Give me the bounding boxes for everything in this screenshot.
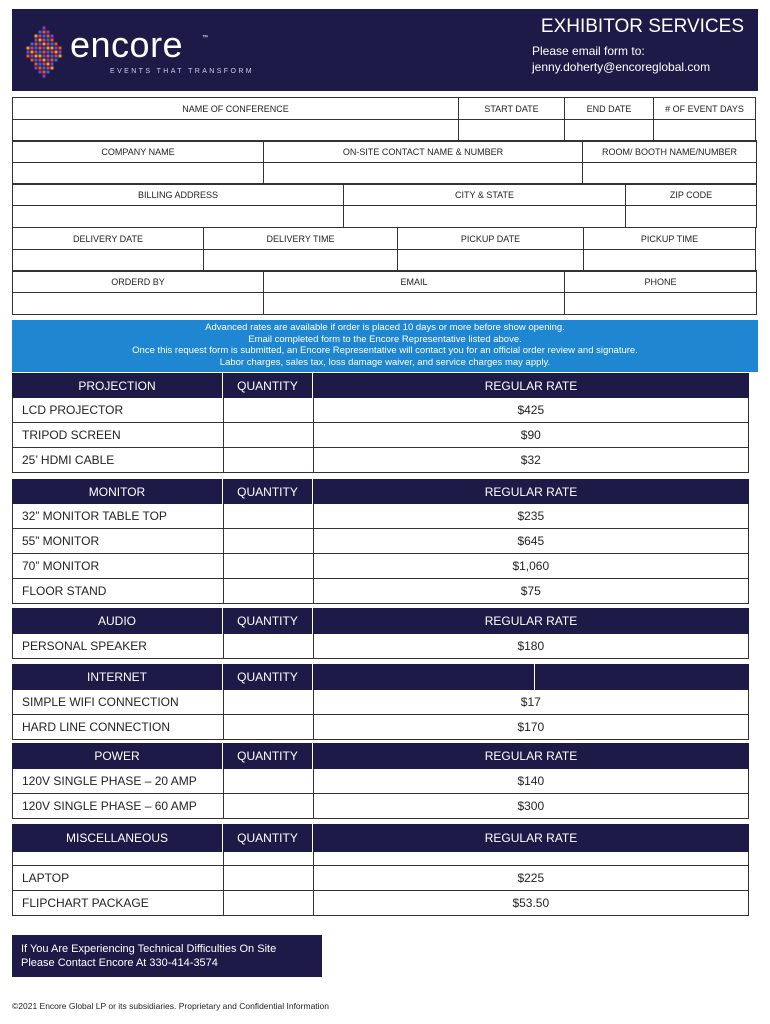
logo-tile: [55, 51, 58, 54]
support-line: If You Are Experiencing Technical Difficulties On Site: [21, 943, 277, 955]
copyright-notice: ©2021 Encore Global LP or its subsidiaries. Proprietary and Confidential Information: [12, 1001, 329, 1011]
quantity-input[interactable]: [224, 579, 314, 604]
item-name: PERSONAL SPEAKER: [13, 634, 224, 659]
header-divider: [313, 664, 535, 690]
header-banner: [12, 9, 758, 91]
table-row: [12, 554, 749, 579]
logo-tile: [31, 51, 34, 54]
trademark: ™: [202, 35, 208, 41]
logo-tile: [39, 35, 42, 38]
item-rate: $17: [314, 690, 749, 715]
onsite-contact-field[interactable]: [263, 162, 583, 185]
rate-header: REGULAR RATE: [484, 749, 578, 763]
logo-tile: [51, 51, 54, 54]
quantity-input[interactable]: [224, 891, 314, 916]
contact-email-link[interactable]: jenny.doherty@encoreglobal.com: [532, 60, 711, 74]
delivery-time-field[interactable]: [203, 249, 398, 272]
item-name: 32” MONITOR TABLE TOP: [13, 504, 224, 529]
logo-tile: [35, 63, 38, 66]
label-ordered-by: ORDERD BY: [12, 270, 264, 293]
spacer-cell: [224, 852, 314, 866]
quantity-header: QUANTITY: [223, 664, 313, 690]
audio-table: [12, 608, 749, 659]
item-name: TRIPOD SCREEN: [13, 423, 224, 448]
logo-tile: [43, 55, 46, 58]
quantity-input[interactable]: [224, 504, 314, 529]
spacer-row: [12, 852, 749, 866]
logo-tile: [59, 47, 62, 50]
logo-tile: [51, 39, 54, 42]
rate-header: REGULAR RATE: [484, 484, 578, 499]
logo-tile: [51, 43, 54, 46]
rate-header: [313, 664, 749, 690]
monitor-header: MONITOR: [12, 479, 223, 504]
label-phone: PHONE: [564, 270, 757, 293]
quantity-header: QUANTITY: [223, 743, 313, 769]
city-state-field[interactable]: [343, 205, 626, 228]
brand-name: encore: [70, 24, 184, 65]
label-conference-name: NAME OF CONFERENCE: [12, 97, 459, 120]
logo-tile: [43, 75, 46, 78]
event-days-field[interactable]: [653, 119, 756, 142]
logo-tile: [35, 47, 38, 50]
logo-tile: [27, 55, 30, 58]
logo-tile: [43, 51, 46, 54]
logo-tile: [43, 39, 46, 42]
item-name: SIMPLE WIFI CONNECTION: [13, 690, 224, 715]
billing-info-section: [12, 183, 758, 227]
quantity-input[interactable]: [224, 866, 314, 891]
item-rate: $53.50: [314, 891, 749, 916]
item-name: FLOOR STAND: [13, 579, 224, 604]
rate-header: REGULAR RATE: [484, 378, 578, 393]
table-row: [12, 448, 749, 473]
logo-tile: [43, 31, 46, 34]
quantity-input[interactable]: [224, 423, 314, 448]
label-event-days: # OF EVENT DAYS: [653, 97, 756, 120]
table-row: [12, 423, 749, 448]
table-row: [12, 398, 749, 423]
table-row: [12, 769, 749, 794]
logo-tile: [43, 27, 46, 30]
label-billing-address: BILLING ADDRESS: [12, 183, 344, 206]
logo-tile: [47, 55, 50, 58]
logo-tile: [47, 31, 50, 34]
company-name-field[interactable]: [12, 162, 264, 185]
label-city-state: CITY & STATE: [343, 183, 626, 206]
label-zip-code: ZIP CODE: [625, 183, 757, 206]
quantity-header: QUANTITY: [223, 479, 313, 504]
logo-tile: [43, 63, 46, 66]
table-row: [12, 504, 749, 529]
logo-tile: [31, 55, 34, 58]
item-name: 25’ HDMI CABLE: [13, 448, 224, 473]
brand-tagline: EVENTS THAT TRANSFORM: [110, 68, 255, 75]
ordered-by-field[interactable]: [12, 292, 264, 315]
item-rate: $225: [314, 866, 749, 891]
item-name: 120V SINGLE PHASE – 20 AMP: [13, 769, 224, 794]
rate-header: REGULAR RATE: [484, 614, 578, 628]
logo-tile: [47, 39, 50, 42]
label-room-booth: ROOM/ BOOTH NAME/NUMBER: [582, 140, 757, 163]
room-booth-field[interactable]: [582, 162, 757, 185]
delivery-info-section: [12, 227, 758, 271]
notice-line: Labor charges, sales tax, loss damage waiver, and service charges may apply.: [219, 356, 551, 368]
label-delivery-time: DELIVERY TIME: [203, 227, 398, 250]
logo-tile: [39, 39, 42, 42]
table-row: [12, 891, 749, 916]
item-name: 55” MONITOR: [13, 529, 224, 554]
logo-tile: [27, 51, 30, 54]
technical-support-box: [12, 935, 322, 977]
label-email: EMAIL: [263, 270, 565, 293]
logo-tile: [39, 67, 42, 70]
logo-tile: [43, 67, 46, 70]
power-table: [12, 743, 749, 819]
logo-tile: [35, 59, 38, 62]
quantity-input[interactable]: [224, 398, 314, 423]
quantity-input[interactable]: [224, 690, 314, 715]
logo-tile: [43, 43, 46, 46]
quantity-input[interactable]: [224, 634, 314, 659]
projection-table: [12, 373, 749, 473]
email-field[interactable]: [263, 292, 565, 315]
logo-tile: [59, 55, 62, 58]
item-rate: $645: [314, 529, 749, 554]
company-info-section: [12, 140, 758, 184]
table-row: [12, 579, 749, 604]
logo-tile: [47, 63, 50, 66]
internet-table: [12, 664, 749, 740]
logo-tile: [43, 35, 46, 38]
internet-header: INTERNET: [12, 664, 223, 690]
logo-tile: [47, 35, 50, 38]
logo-tile: [27, 47, 30, 50]
pickup-time-field[interactable]: [583, 249, 756, 272]
logo-tile: [43, 47, 46, 50]
logo-tile: [47, 71, 50, 74]
item-name: 70” MONITOR: [13, 554, 224, 579]
logo-tile: [43, 71, 46, 74]
item-rate: $32: [314, 448, 749, 473]
table-row: [12, 866, 749, 891]
pickup-date-field[interactable]: [397, 249, 584, 272]
logo-tile: [51, 59, 54, 62]
zip-code-field[interactable]: [625, 205, 757, 228]
table-row: [12, 794, 749, 819]
quantity-input[interactable]: [224, 715, 314, 740]
logo-tile: [39, 63, 42, 66]
logo-tile: [47, 51, 50, 54]
rate-header: REGULAR RATE: [484, 831, 578, 845]
table-row: [12, 634, 749, 659]
notice-line: Advanced rates are available if order is placed 10 days or more before show opening.: [205, 322, 565, 333]
item-rate: $140: [314, 769, 749, 794]
item-name: 120V SINGLE PHASE – 60 AMP: [13, 794, 224, 819]
logo-tile: [31, 47, 34, 50]
logo-tile: [51, 67, 54, 70]
quantity-input[interactable]: [224, 794, 314, 819]
label-company-name: COMPANY NAME: [12, 140, 264, 163]
item-name: FLIPCHART PACKAGE: [13, 891, 224, 916]
logo-tile: [55, 47, 58, 50]
logo-tile: [35, 51, 38, 54]
logo-tile: [47, 43, 50, 46]
projection-header: PROJECTION: [12, 373, 223, 398]
logo-tile: [55, 43, 58, 46]
label-delivery-date: DELIVERY DATE: [12, 227, 204, 250]
quantity-header: QUANTITY: [223, 608, 313, 634]
label-onsite-contact: ON-SITE CONTACT NAME & NUMBER: [263, 140, 583, 163]
logo-tile: [47, 47, 50, 50]
phone-field[interactable]: [564, 292, 757, 315]
item-rate: $75: [314, 579, 749, 604]
logo-tile: [43, 59, 46, 62]
logo-tile: [51, 35, 54, 38]
label-pickup-time: PICKUP TIME: [583, 227, 756, 250]
logo-tile: [39, 55, 42, 58]
power-header: POWER: [12, 743, 223, 769]
logo-tile: [47, 67, 50, 70]
quantity-header: QUANTITY: [223, 824, 313, 852]
logo-tile: [51, 47, 54, 50]
logo-tile: [51, 55, 54, 58]
table-row: [12, 690, 749, 715]
notice-line: Once this request form is submitted, an Encore Representative will contact you for an official order review and signature.: [132, 345, 638, 356]
billing-address-field[interactable]: [12, 205, 344, 228]
quantity-input[interactable]: [224, 769, 314, 794]
miscellaneous-header: MISCELLANEOUS: [12, 824, 223, 852]
conference-name-field[interactable]: [12, 119, 459, 142]
logo-tile: [39, 43, 42, 46]
support-phone: Please Contact Encore At 330-414-3574: [21, 957, 218, 969]
logo-tile: [31, 43, 34, 46]
item-rate: $1,060: [314, 554, 749, 579]
order-contact-section: [12, 270, 758, 314]
logo-tile: [39, 71, 42, 74]
start-date-field[interactable]: [458, 119, 565, 142]
monitor-table: [12, 479, 749, 604]
notice-line: Email completed form to the Encore Representative listed above.: [248, 333, 522, 345]
logo-tile: [39, 31, 42, 34]
logo-tile: [35, 43, 38, 46]
audio-header: AUDIO: [12, 608, 223, 634]
item-name: LCD PROJECTOR: [13, 398, 224, 423]
table-row: [12, 715, 749, 740]
label-start-date: START DATE: [458, 97, 565, 120]
spacer-cell: [13, 852, 224, 866]
logo-tile: [55, 55, 58, 58]
item-name: HARD LINE CONNECTION: [13, 715, 224, 740]
quantity-input[interactable]: [224, 554, 314, 579]
item-rate: $425: [314, 398, 749, 423]
item-rate: $300: [314, 794, 749, 819]
item-rate: $235: [314, 504, 749, 529]
page-title: EXHIBITOR SERVICES: [540, 16, 744, 37]
terms-notice: [12, 320, 758, 372]
logo-tile: [35, 67, 38, 70]
logo-tile: [55, 59, 58, 62]
item-rate: $180: [314, 634, 749, 659]
email-prompt: Please email form to:: [532, 44, 645, 58]
item-rate: $170: [314, 715, 749, 740]
quantity-input[interactable]: [224, 529, 314, 554]
logo-tile: [47, 59, 50, 62]
spacer-cell: [314, 852, 749, 866]
logo-tile: [39, 47, 42, 50]
encore-logo-mark-icon: [24, 25, 64, 79]
logo-tile: [51, 63, 54, 66]
table-row: [12, 529, 749, 554]
delivery-date-field[interactable]: [12, 249, 204, 272]
logo-tile: [35, 35, 38, 38]
logo-tile: [39, 51, 42, 54]
logo-tile: [39, 59, 42, 62]
event-info-section: [12, 97, 758, 141]
item-name: LAPTOP: [13, 866, 224, 891]
end-date-field[interactable]: [564, 119, 654, 142]
logo-tile: [35, 55, 38, 58]
logo-tile: [31, 59, 34, 62]
miscellaneous-table: [12, 824, 749, 916]
item-rate: $90: [314, 423, 749, 448]
quantity-header: QUANTITY: [223, 373, 313, 398]
label-end-date: END DATE: [564, 97, 654, 120]
quantity-input[interactable]: [224, 448, 314, 473]
logo-tile: [59, 51, 62, 54]
logo-tile: [35, 39, 38, 42]
label-pickup-date: PICKUP DATE: [397, 227, 584, 250]
